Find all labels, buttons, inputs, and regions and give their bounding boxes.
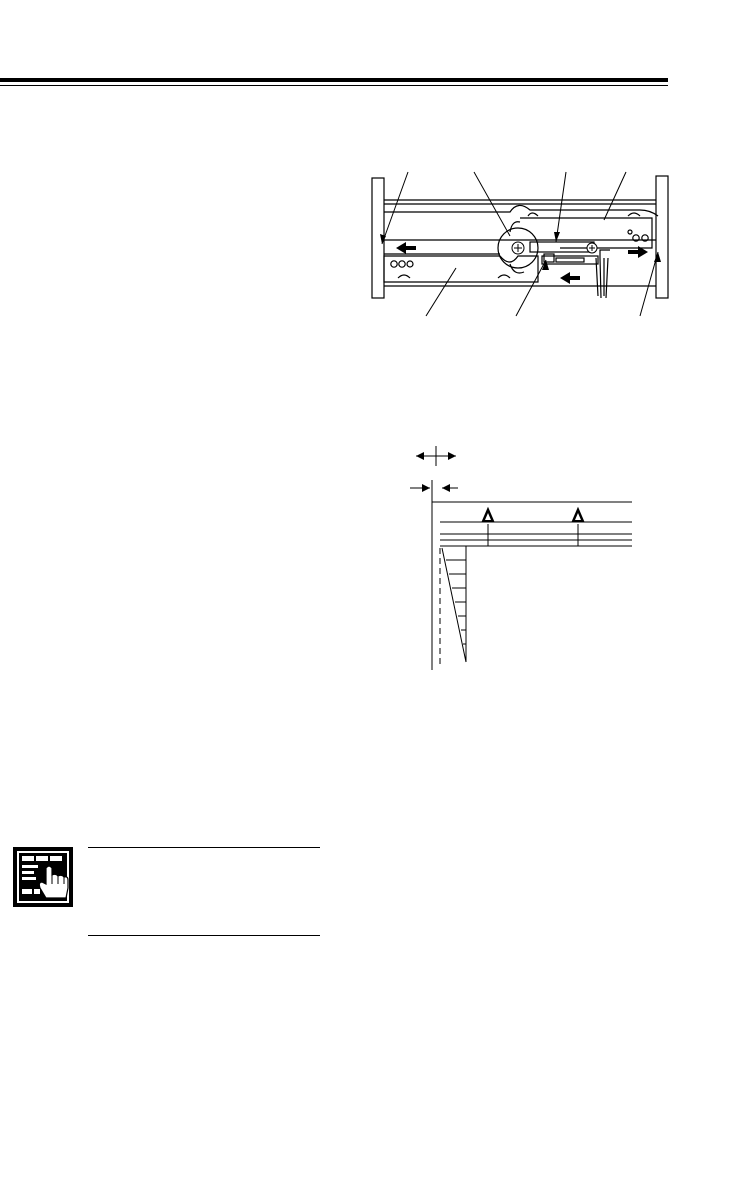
mechanism-figure	[360, 160, 680, 330]
left-arrow-icon	[396, 242, 416, 254]
note-rule-top	[88, 847, 320, 848]
header-rule-thick	[0, 78, 668, 82]
right-post	[656, 176, 668, 298]
hand-pointer-icon	[12, 846, 74, 908]
plus-icon	[512, 242, 524, 254]
plus-icon	[587, 243, 597, 253]
note-rule-bottom	[88, 935, 320, 936]
header-rule-thin	[0, 85, 668, 86]
left-arrow-icon	[560, 272, 580, 284]
margin-diagram	[400, 440, 640, 670]
